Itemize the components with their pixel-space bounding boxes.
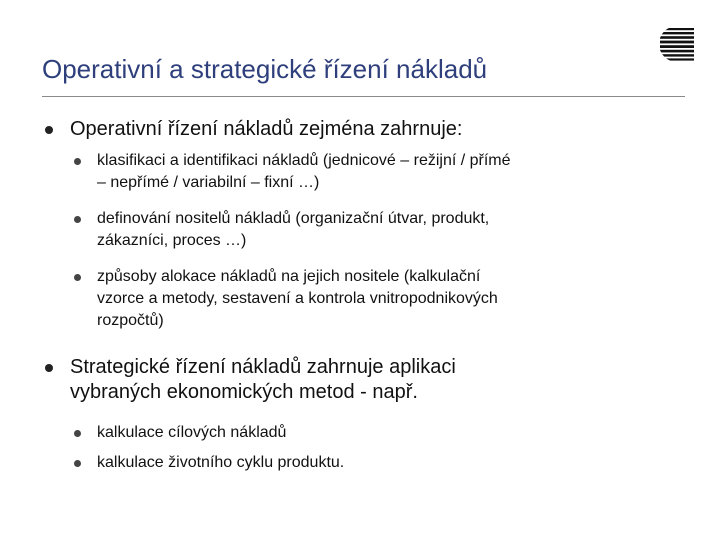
bullet-icon [45,126,53,134]
title-divider [42,96,685,97]
list-item [97,150,511,194]
list-item: kalkulace životního cyklu produktu. [97,454,345,471]
section-heading-line: vybraných ekonomických metod - např. [70,381,418,403]
list-item-line: způsoby alokace nákladů na jejich nositele (kalkulační [97,268,481,285]
list-item: kalkulace cílových nákladů [97,424,287,441]
sub-bullet-icon [74,430,81,437]
sub-bullet-icon [74,274,81,281]
list-item-line: definování nositelů nákladů (organizační útvar, produkt, [97,210,490,227]
list-item-line: klasifikaci a identifikaci nákladů (jednicové – režijní / přímé [97,152,511,169]
list-item [97,266,498,332]
bullet-icon [45,364,53,372]
section-heading: Operativní řízení nákladů zejména zahrnuje: [70,118,463,140]
list-item-line: zákazníci, proces …) [97,232,247,249]
list-item-line: rozpočtů) [97,312,164,329]
list-item [97,208,489,252]
section-heading-line: Strategické řízení nákladů zahrnuje aplikaci [70,356,456,378]
striped-globe-logo-icon [660,24,694,64]
slide-title: Operativní a strategické řízení nákladů [42,54,488,84]
sub-bullet-icon [74,460,81,467]
list-item-line: – nepřímé / variabilní – fixní …) [97,174,320,191]
sub-bullet-icon [74,216,81,223]
sub-bullet-icon [74,158,81,165]
section-heading [70,355,456,405]
list-item-line: vzorce a metody, sestavení a kontrola vnitropodnikových [97,290,498,307]
